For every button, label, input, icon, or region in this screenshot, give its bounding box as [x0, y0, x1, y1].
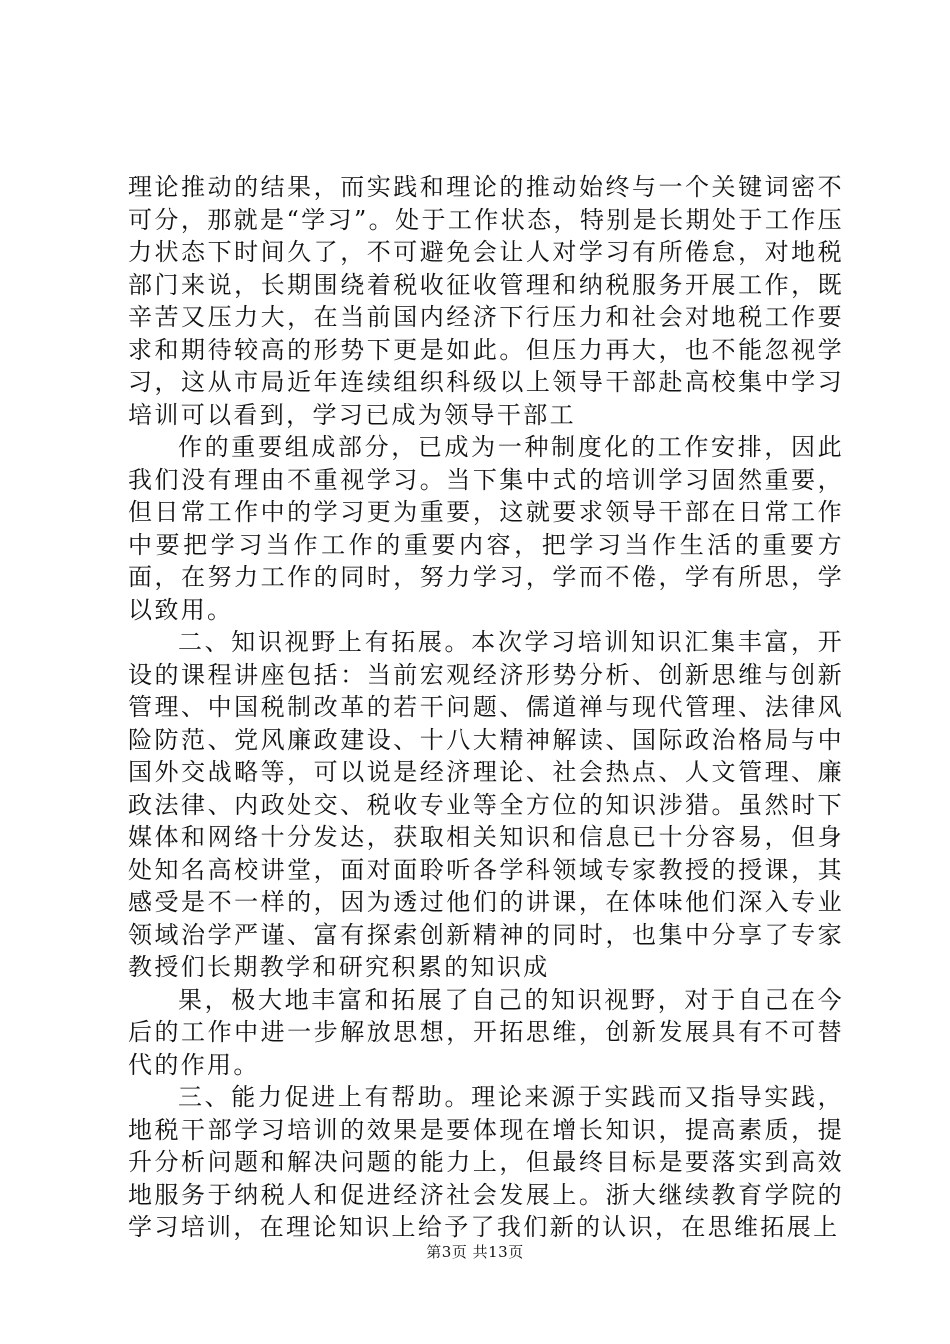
paragraph-5: 三、能力促进上有帮助。理论来源于实践而又指导实践，地税干部学习培训的效果是要体现在增长知识，提高素质，提升分析问题和解决问题的能力上，但最终目标是要落实到高效地服务于纳税人和促进经济社会发展上。浙大继续教育学院的学习培训，在理论知识上给予了我们新的认识，在思维拓展上 — [128, 1083, 844, 1241]
paragraph-4: 果，极大地丰富和拓展了自己的知识视野，对于自己在今后的工作中进一步解放思想，开拓思维，创新发展具有不可替代的作用。 — [128, 985, 844, 1079]
page-number-label: 第3页 共13页 — [426, 1243, 524, 1261]
page-footer — [0, 1242, 950, 1262]
paragraph-1: 理论推动的结果，而实践和理论的推动始终与一个关键词密不可分，那就是“学习”。处于工作状态，特别是长期处于工作压力状态下时间久了，不可避免会让人对学习有所倦怠，对地税部门来说，长期围绕着税收征收管理和纳税服务开展工作，既辛苦又压力大，在当前国内经济下行压力和社会对地税工作要求和期待较高的形势下更是如此。但压力再大，也不能忽视学习，这从市局近年连续组织科级以上领导干部赴高校集中学习培训可以看到，学习已成为领导干部工 — [128, 173, 844, 429]
paragraph-2: 作的重要组成部分，已成为一种制度化的工作安排，因此我们没有理由不重视学习。当下集中式的培训学习固然重要，但日常工作中的学习更为重要，这就要求领导干部在日常工作中要把学习当作工作的重要内容，把学习当作生活的重要方面，在努力工作的同时，努力学习，学而不倦，学有所思，学以致用。 — [128, 433, 844, 624]
document-body — [128, 171, 844, 1244]
paragraph-3: 二、知识视野上有拓展。本次学习培训知识汇集丰富，开设的课程讲座包括：当前宏观经济形势分析、创新思维与创新管理、中国税制改革的若干问题、儒道禅与现代管理、法律风险防范、党风廉政建设、十八大精神解读、国际政治格局与中国外交战略等，可以说是经济理论、社会热点、人文管理、廉政法律、内政处交、税收专业等全方位的知识涉猎。虽然时下媒体和网络十分发达，获取相关知识和信息已十分容易，但身处知名高校讲堂，面对面聆听各学科领域专家教授的授课，其感受是不一样的，因为透过他们的讲课，在体味他们深入专业领域治学严谨、富有探索创新精神的同时，也集中分享了专家教授们长期教学和研究积累的知识成 — [128, 628, 844, 981]
